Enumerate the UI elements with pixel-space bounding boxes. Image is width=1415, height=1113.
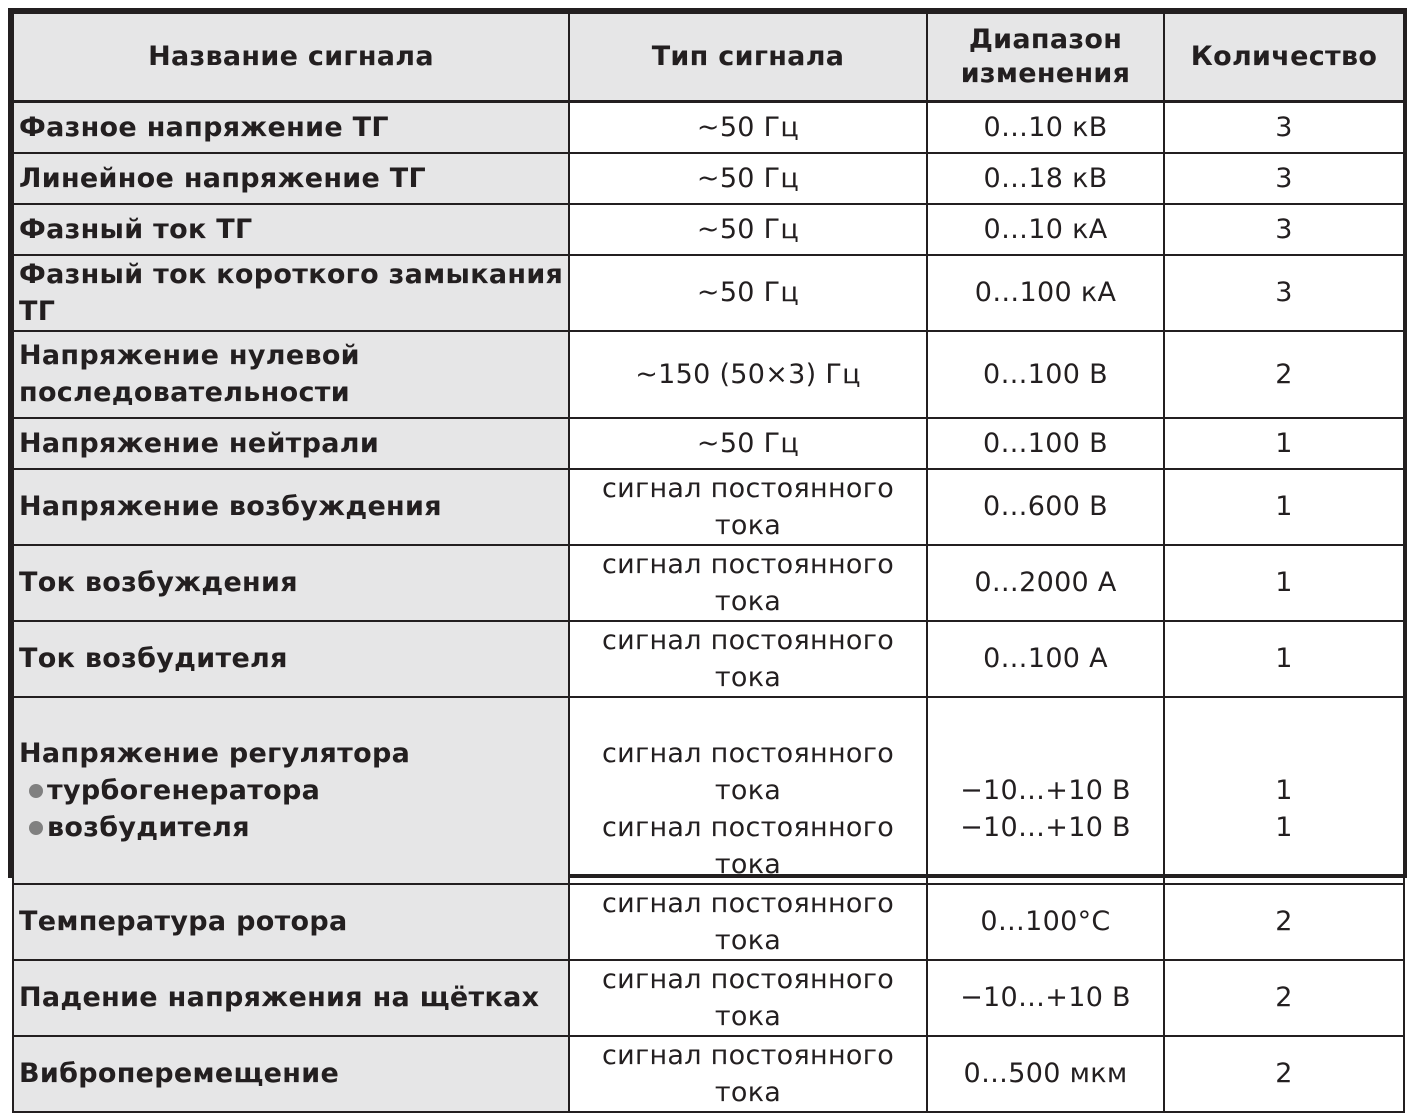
cell-type: ~50 Гц	[569, 102, 927, 153]
signal-table	[12, 12, 1405, 1113]
cell-range	[927, 697, 1164, 884]
cell-name: Температура ротора	[13, 884, 569, 960]
cell-name: Напряжение возбуждения	[13, 469, 569, 545]
cell-name: Напряжение нейтрали	[13, 418, 569, 469]
cell-range: 0…100 кА	[927, 255, 1164, 331]
cell-name: Ток возбуждения	[13, 545, 569, 621]
cell-range: 0…500 мкм	[927, 1036, 1164, 1112]
cell-count: 3	[1164, 255, 1404, 331]
table-row	[13, 545, 1404, 621]
cell-type-sub: сигнал постоянного тока	[601, 737, 895, 806]
cell-count: 1	[1164, 469, 1404, 545]
table-header-row	[13, 13, 1404, 102]
cell-type: ~50 Гц	[569, 418, 927, 469]
cell-count: 2	[1164, 960, 1404, 1036]
cell-subitem	[19, 772, 568, 809]
cell-name: Виброперемещение	[13, 1036, 569, 1112]
table-row	[13, 418, 1404, 469]
cell-count-sub: 1	[1275, 774, 1293, 806]
cell-count: 2	[1164, 1036, 1404, 1112]
cell-type	[569, 697, 927, 884]
cell-subitem-label: возбудителя	[47, 811, 250, 843]
header-range	[927, 13, 1164, 102]
table-row	[13, 1036, 1404, 1112]
cell-name: Фазный ток короткого замыкания ТГ	[13, 255, 569, 331]
bullet-icon	[29, 821, 43, 835]
table-row	[13, 255, 1404, 331]
header-signal-type: Тип сигнала	[569, 13, 927, 102]
cell-name: Линейное напряжение ТГ	[13, 153, 569, 204]
cell-name	[13, 697, 569, 884]
cell-count: 3	[1164, 153, 1404, 204]
table-row	[13, 960, 1404, 1036]
cell-group-title: Напряжение регулятора	[19, 737, 411, 769]
cell-subitem-label: турбогенератора	[47, 774, 321, 806]
header-signal-name: Название сигнала	[13, 13, 569, 102]
cell-type: сигнал постоянного тока	[569, 960, 927, 1036]
cell-count: 1	[1164, 418, 1404, 469]
table-row	[13, 331, 1404, 418]
table-row	[13, 153, 1404, 204]
cell-name-line1: Напряжение нулевой	[19, 340, 360, 371]
cell-range: 0…100 А	[927, 621, 1164, 697]
cell-range: 0…600 В	[927, 469, 1164, 545]
cell-name: Фазное напряжение ТГ	[13, 102, 569, 153]
cell-count: 3	[1164, 204, 1404, 255]
bullet-icon	[29, 784, 43, 798]
cell-type: сигнал постоянного тока	[569, 621, 927, 697]
table-row-grouped	[13, 697, 1404, 884]
table-row	[13, 102, 1404, 153]
cell-range: 0…100 В	[927, 418, 1164, 469]
cell-range: 0…100°С	[927, 884, 1164, 960]
cell-name	[13, 331, 569, 418]
cell-type-sub: сигнал постоянного тока	[601, 811, 895, 880]
cell-name-line2: последовательности	[19, 377, 350, 408]
cell-count-sub: 1	[1275, 811, 1293, 843]
cell-type: сигнал постоянного тока	[569, 545, 927, 621]
cell-count: 1	[1164, 621, 1404, 697]
cell-type: сигнал постоянного тока	[569, 884, 927, 960]
cell-range: −10…+10 В	[927, 960, 1164, 1036]
header-range-line1: Диапазон	[968, 24, 1123, 55]
table-row	[13, 621, 1404, 697]
cell-type: сигнал постоянного тока	[569, 1036, 927, 1112]
cell-range-sub: −10…+10 В	[960, 811, 1131, 843]
cell-count: 1	[1164, 545, 1404, 621]
cell-type: ~150 (50×3) Гц	[569, 331, 927, 418]
table-row	[13, 204, 1404, 255]
cell-range: 0…2000 А	[927, 545, 1164, 621]
cell-range: 0…18 кВ	[927, 153, 1164, 204]
signal-table-frame	[8, 8, 1407, 1108]
cell-name: Падение напряжения на щётках	[13, 960, 569, 1036]
cell-count: 2	[1164, 884, 1404, 960]
table-row	[13, 469, 1404, 545]
header-range-line2: изменения	[960, 58, 1131, 89]
cell-type: ~50 Гц	[569, 204, 927, 255]
cell-count: 2	[1164, 331, 1404, 418]
cell-type: ~50 Гц	[569, 153, 927, 204]
cell-name: Ток возбудителя	[13, 621, 569, 697]
cell-range: 0…10 кА	[927, 204, 1164, 255]
table-row	[13, 884, 1404, 960]
cell-type: сигнал постоянного тока	[569, 469, 927, 545]
cell-range: 0…100 В	[927, 331, 1164, 418]
cell-subitem	[19, 809, 568, 846]
header-count: Количество	[1164, 13, 1404, 102]
cell-count	[1164, 697, 1404, 884]
cell-type: ~50 Гц	[569, 255, 927, 331]
cell-range-sub: −10…+10 В	[960, 774, 1131, 806]
cell-name: Фазный ток ТГ	[13, 204, 569, 255]
cell-range: 0…10 кВ	[927, 102, 1164, 153]
cell-count: 3	[1164, 102, 1404, 153]
